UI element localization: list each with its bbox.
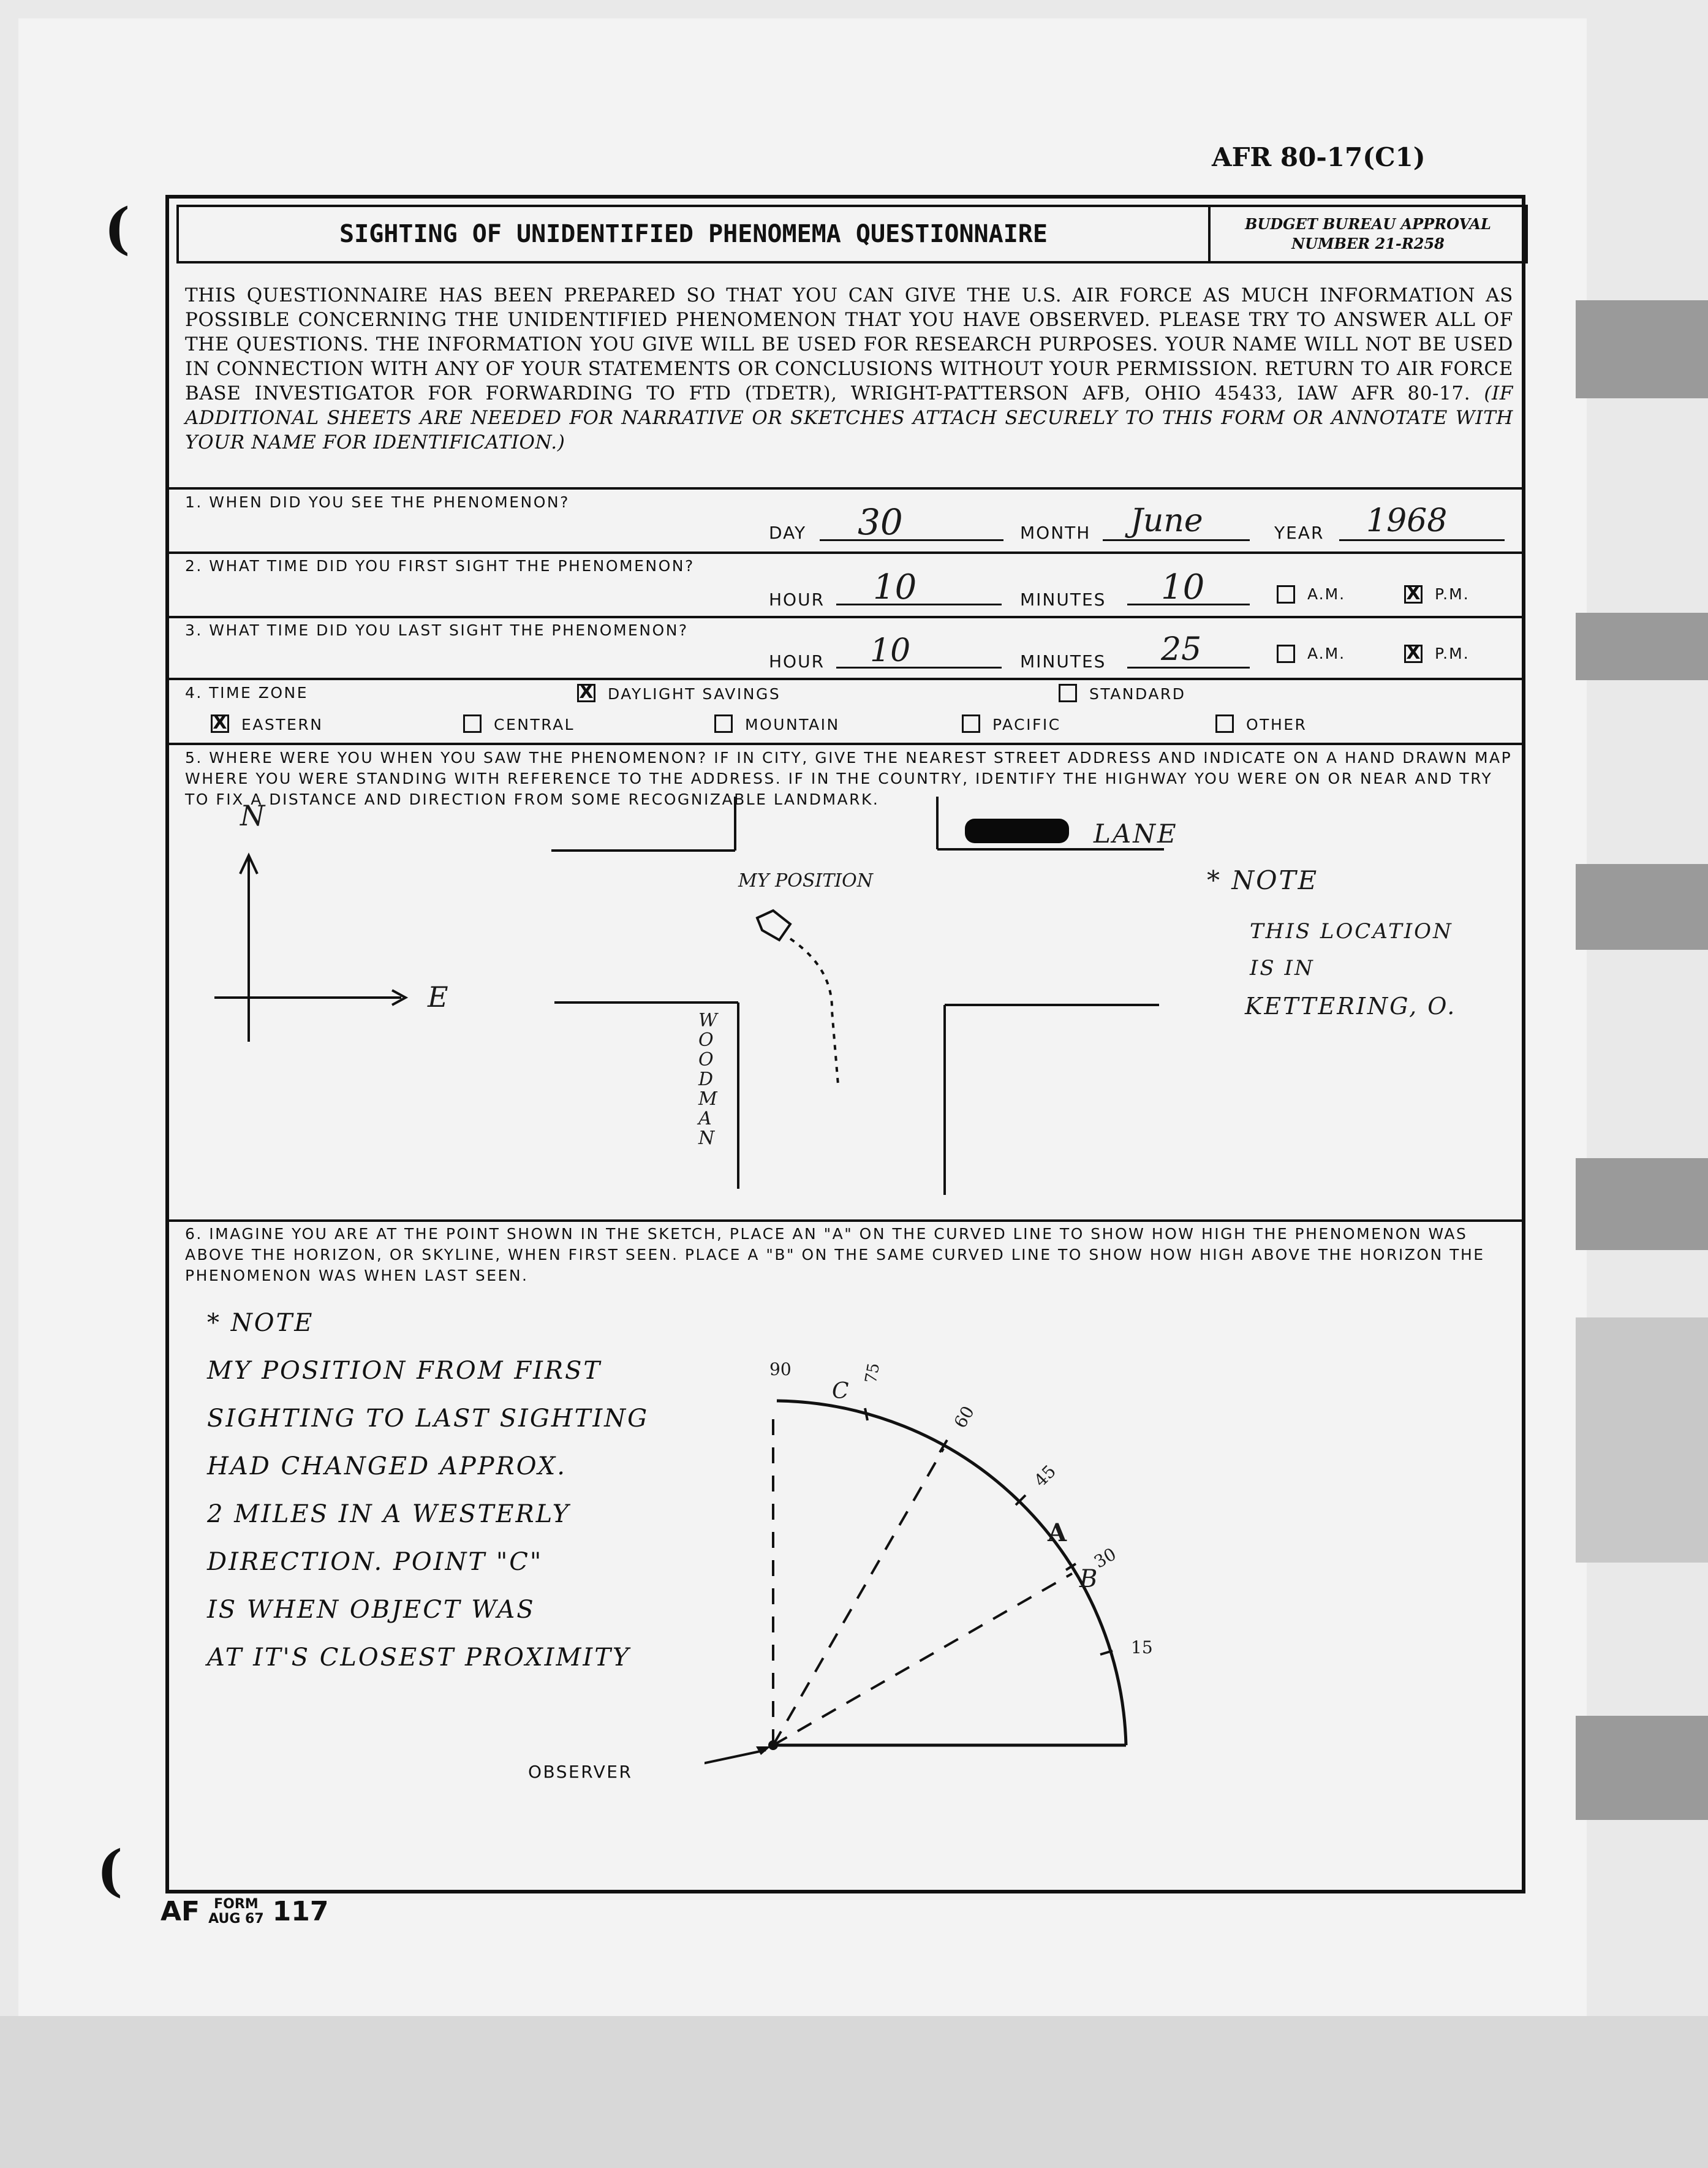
q2-hour-label: HOUR [769, 589, 825, 610]
q3-am-label: A.M. [1307, 645, 1346, 662]
row-divider [165, 616, 1525, 618]
q4-pacific-label: PACIFIC [992, 716, 1061, 733]
q3-pm-checkbox[interactable]: X [1404, 645, 1423, 663]
q5-label: 5. WHERE WERE YOU WHEN YOU SAW THE PHENOMENON? IF IN CITY, GIVE THE NEAREST STREET ADDRESS AND INDICATE ON A HAND DRAWN MAP WHERE YOU WERE STANDING WITH REFERENCE TO THE ADDRESS. IF IN THE COUNTRY, IDENTIFY THE HIGHWAY YOU WERE ON OR NEAR AND TRY TO FIX A DISTANCE AND DIRECTION FROM SOME RECOGNIZABLE LANDMARK. [185, 749, 1513, 808]
budget-approval [1211, 205, 1528, 263]
q6-note-line: SIGHTING TO LAST SIGHTING [207, 1404, 649, 1433]
row-divider [165, 551, 1525, 554]
street-name-label: WOODMAN [698, 1010, 717, 1149]
map-note-title: * NOTE [1207, 865, 1319, 895]
q4-standard-checkbox[interactable] [1059, 684, 1077, 702]
q6-note-line: HAD CHANGED APPROX. [207, 1452, 567, 1480]
q4-eastern-checkbox[interactable]: X [211, 714, 229, 733]
q6-note-line: * NOTE [207, 1309, 314, 1337]
scan-edge-artifact [1576, 1716, 1708, 1820]
q2-pm-checkbox[interactable]: X [1404, 585, 1423, 604]
scan-edge-artifact [1576, 300, 1708, 398]
q3-minutes-label: MINUTES [1020, 651, 1106, 672]
angle-30-ray [773, 1574, 1072, 1745]
intro-italic-text: (IF ADDITIONAL SHEETS ARE NEEDED FOR NARRATIVE OR SKETCHES ATTACH SECURELY TO THIS FORM OR ANNOTATE WITH YOUR NAME FOR IDENTIFICATION.) [185, 382, 1513, 453]
path-dotted-line [790, 939, 838, 1085]
q1-day-value[interactable]: 30 [858, 501, 903, 543]
map-note-line-1: THIS LOCATION [1250, 919, 1453, 944]
q1-label: 1. WHEN DID YOU SEE THE PHENOMENON? [185, 493, 570, 511]
angle-label-75: 75 [861, 1362, 884, 1385]
q6-note-line: DIRECTION. POINT "C" [207, 1548, 543, 1576]
scan-edge-artifact [1576, 613, 1708, 680]
q4-label: 4. TIME ZONE [185, 684, 309, 702]
q1-day-line [820, 539, 1003, 541]
row-divider [165, 678, 1525, 680]
q6-note-line: 2 MILES IN A WESTERLY [207, 1500, 571, 1528]
scan-edge-artifact [1576, 1158, 1708, 1250]
q1-month-line [1103, 539, 1250, 541]
observer-label: OBSERVER [528, 1762, 633, 1782]
observer-point [768, 1740, 778, 1750]
position-marker [757, 911, 790, 940]
q3-hour-label: HOUR [769, 651, 825, 672]
q2-minutes-label: MINUTES [1020, 589, 1106, 610]
q6-note-line: MY POSITION FROM FIRST [207, 1357, 602, 1385]
scan-edge-artifact [1576, 864, 1708, 950]
map-north-label: N [240, 799, 265, 832]
q4-pacific-checkbox[interactable] [962, 714, 980, 733]
row-divider [165, 1219, 1525, 1222]
q4-central-label: CENTRAL [494, 716, 575, 733]
q4-other-label: OTHER [1246, 716, 1307, 733]
page-mark: ( [97, 1838, 123, 1903]
q2-pm-label: P.M. [1435, 585, 1470, 603]
angle-label-60: 60 [950, 1402, 979, 1432]
q3-hour-line [836, 667, 1002, 669]
page-mark: ( [104, 196, 130, 261]
q4-standard-label: STANDARD [1089, 685, 1186, 703]
q1-month-value[interactable]: June [1130, 502, 1203, 539]
q2-hour-value[interactable]: 10 [873, 567, 917, 607]
q4-daylight-checkbox[interactable]: X [577, 684, 595, 702]
scan-bottom-edge [0, 2016, 1708, 2168]
intro-text: THIS QUESTIONNAIRE HAS BEEN PREPARED SO THAT YOU CAN GIVE THE U.S. AIR FORCE AS MUCH INFORMATION AS POSSIBLE CONCERNING THE UNIDENTIFIED PHENOMENON THAT YOU HAVE OBSERVED. PLEASE TRY TO ANSWER ALL OF THE QUESTIONS. THE INFORMATION YOU GIVE WILL BE USED FOR RESEARCH PURPOSES. YOUR NAME WILL NOT BE USED IN CONNECTION WITH ANY OF YOUR STATEMENTS OR CONCLUSIONS WITHOUT YOUR PERMISSION. RETURN TO AIR FORCE BASE INVESTIGATOR FOR FORWARDING TO FTD (TDETR), WRIGHT-PATTERSON AFB, OHIO 45433, IAW AFR 80-17. [185, 284, 1513, 404]
angle-60-ray [773, 1449, 943, 1745]
elevation-arc [777, 1401, 1126, 1745]
observer-arrow [705, 1750, 766, 1771]
q6-note-line: AT IT'S CLOSEST PROXIMITY [207, 1643, 631, 1672]
q6-handwritten-note [207, 1299, 649, 1681]
q4-mountain-label: MOUNTAIN [745, 716, 840, 733]
q3-minutes-value[interactable]: 25 [1161, 631, 1202, 668]
q1-day-label: DAY [769, 523, 807, 543]
angle-label-90: 90 [769, 1359, 792, 1379]
row-divider [165, 487, 1525, 490]
map-note-line-2: IS IN [1250, 956, 1315, 980]
elevation-quadrant-diagram [705, 1348, 1256, 1802]
q1-year-line [1339, 539, 1505, 541]
q1-month-label: MONTH [1020, 523, 1091, 543]
mark-c: C [832, 1379, 849, 1404]
scan-edge-artifact [1576, 1317, 1708, 1563]
footer-form-word: FORM [214, 1896, 259, 1912]
q2-minutes-value[interactable]: 10 [1161, 567, 1205, 607]
budget-line-2: NUMBER 21-R258 [1291, 235, 1445, 252]
q4-mountain-checkbox[interactable] [714, 714, 733, 733]
q1-year-value[interactable]: 1968 [1366, 502, 1448, 539]
footer-form-date: AUG 67 [208, 1911, 264, 1927]
form-title: SIGHTING OF UNIDENTIFIED PHENOMEMA QUESTIONNAIRE [176, 205, 1211, 263]
regulation-reference: AFR 80-17(C1) [1212, 142, 1426, 172]
q3-pm-label: P.M. [1435, 645, 1470, 662]
q4-other-checkbox[interactable] [1215, 714, 1234, 733]
q3-am-checkbox[interactable] [1277, 645, 1295, 663]
q3-label: 3. WHAT TIME DID YOU LAST SIGHT THE PHENOMENON? [185, 621, 689, 639]
q6-note-line: IS WHEN OBJECT WAS [207, 1596, 535, 1624]
q3-hour-value[interactable]: 10 [870, 632, 911, 669]
angle-label-15: 15 [1131, 1637, 1153, 1658]
mark-a: A [1048, 1518, 1067, 1547]
lane-label: LANE [1094, 819, 1178, 849]
footer-form-stack [208, 1897, 264, 1927]
q4-daylight-label: DAYLIGHT SAVINGS [608, 685, 781, 703]
budget-line-1: BUDGET BUREAU APPROVAL [1245, 215, 1491, 233]
q2-am-checkbox[interactable] [1277, 585, 1295, 604]
mark-b: B [1079, 1565, 1098, 1593]
row-divider [165, 743, 1525, 745]
footer-af: AF [161, 1896, 200, 1927]
tick-75 [865, 1408, 867, 1420]
q6-label: 6. IMAGINE YOU ARE AT THE POINT SHOWN IN THE SKETCH, PLACE AN "A" ON THE CURVED LINE TO SHOW HOW HIGH THE PHENOMENON WAS ABOVE THE HORIZON, OR SKYLINE, WHEN FIRST SEEN. PLACE A "B" ON THE SAME CURVED LINE TO SHOW HOW HIGH ABOVE THE HORIZON THE PHENOMENON WAS WHEN LAST SEEN. [185, 1225, 1485, 1284]
q4-eastern-label: EASTERN [241, 716, 323, 733]
q4-central-checkbox[interactable] [463, 714, 482, 733]
intro-paragraph [185, 283, 1513, 455]
q2-hour-line [836, 604, 1002, 605]
form-number-footer [161, 1896, 329, 1927]
q2-label: 2. WHAT TIME DID YOU FIRST SIGHT THE PHENOMENON? [185, 557, 695, 575]
map-east-label: E [428, 980, 448, 1014]
my-position-label: MY POSITION [738, 870, 873, 892]
map-note-line-3: KETTERING, O. [1245, 993, 1457, 1020]
angle-label-30: 30 [1090, 1544, 1120, 1572]
q2-am-label: A.M. [1307, 585, 1346, 603]
q1-year-label: YEAR [1274, 523, 1324, 543]
redaction-block [965, 819, 1069, 843]
footer-form-number: 117 [272, 1896, 329, 1927]
angle-label-45: 45 [1030, 1461, 1060, 1491]
